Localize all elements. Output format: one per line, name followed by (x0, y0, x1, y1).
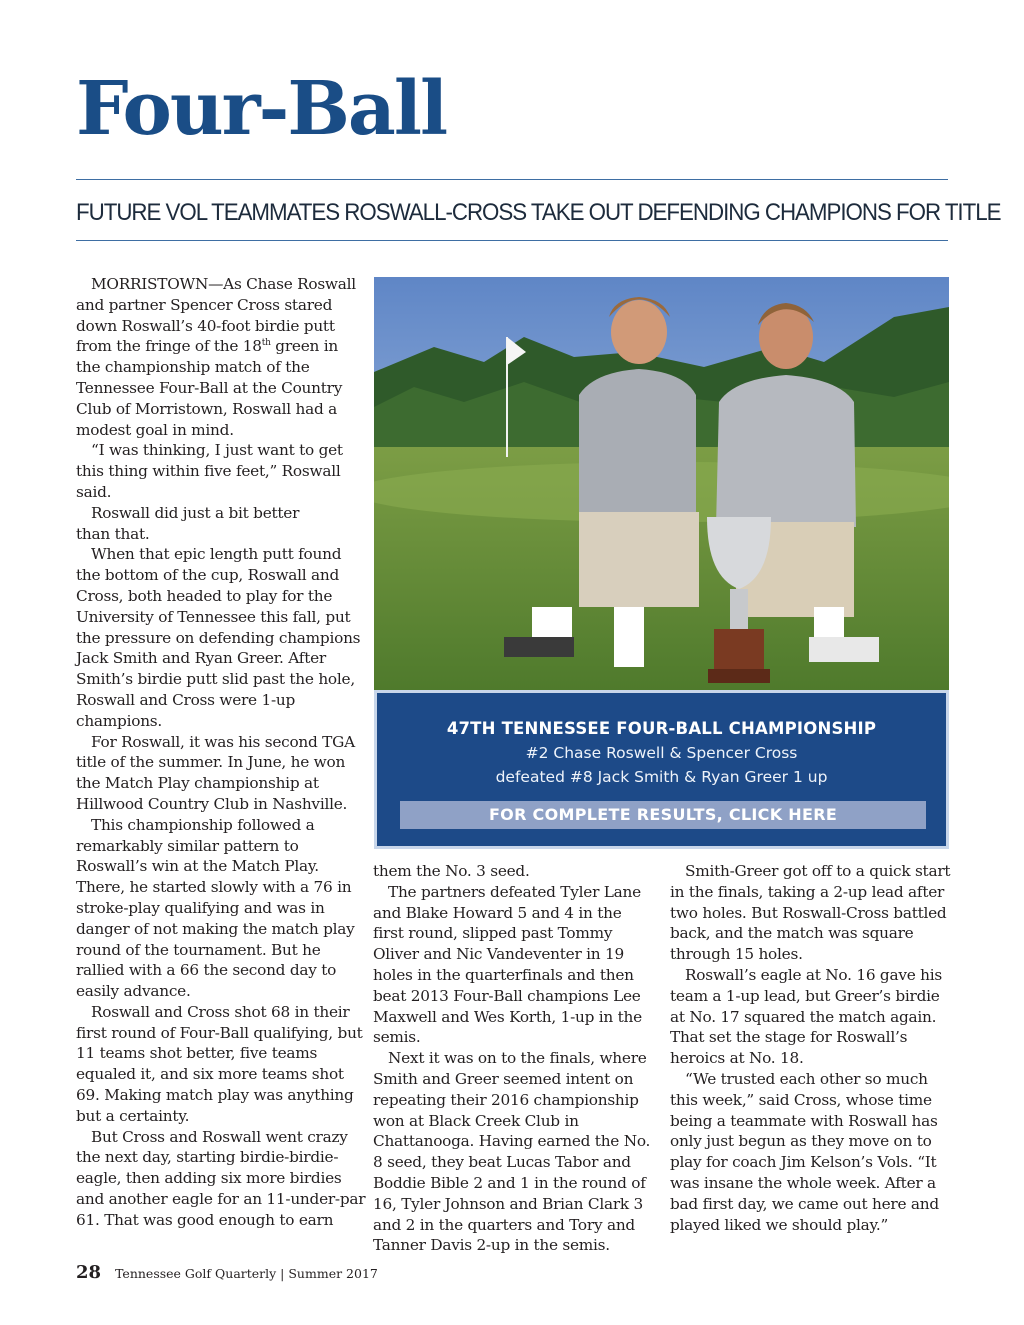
paragraph (76, 274, 366, 440)
paragraph: Smith-Greer got off to a quick start in the finals, taking a 2-up lead after two holes. But Roswall-Cross battled back, and the match was square through 15 holes. (670, 862, 951, 964)
paragraph-text: green in the championship match of the Tennessee Four-Ball at the Country Club of Morristown, Roswall had a modest goal in mind. (76, 337, 343, 439)
paragraph: This championship followed a remarkably similar pattern to Roswall’s win at the Match Play. There, he started slowly with a 76 in stroke-play qualifying and was in danger of not making the match play round of the tournament. But he rallied with a 66 the second day to easily advance. (76, 815, 355, 1001)
article-title: Four-Ball (76, 66, 447, 152)
banner-winners: #2 Chase Roswell & Spencer Cross (525, 744, 798, 762)
paragraph: “We trusted each other so much this week,” said Cross, whose time being a teammate with Roswall has only just begun as they move on to play for coach Jim Kelson’s Vols. “It was insane the whole week. After a bad first day, we came out here and played liked we should play.” (670, 1069, 939, 1234)
top-rule (76, 179, 948, 180)
text-column-3 (670, 861, 952, 1235)
complete-results-link[interactable]: FOR COMPLETE RESULTS, CLICK HERE (400, 801, 926, 829)
text-column-1 (76, 274, 366, 1231)
publication-info: Tennessee Golf Quarterly | Summer 2017 (115, 1266, 378, 1281)
paragraph: But Cross and Roswall went crazy the next day, starting birdie-birdie-eagle, then adding six more birdies and another eagle for an 11-under-par 61. That was good enough to earn (76, 1127, 366, 1229)
golf-course-photo (374, 277, 949, 690)
banner-title: 47TH TENNESSEE FOUR-BALL CHAMPIONSHIP (446, 719, 877, 738)
page-number: 28 (76, 1262, 102, 1283)
paragraph: them the No. 3 seed. (373, 862, 530, 880)
article-subhead: FUTURE VOL TEAMMATES ROSWALL-CROSS TAKE OUT DEFENDING CHAMPIONS FOR TITLE (76, 199, 1001, 226)
subhead-rule (76, 240, 948, 241)
paragraph: Roswall’s eagle at No. 16 gave his team a 1-up lead, but Greer’s birdie at No. 17 squared the match again. That set the stage for Roswall’s heroics at No. 18. (670, 965, 942, 1068)
paragraph: “I was thinking, I just want to get this thing within five feet,” Roswall said. (76, 441, 343, 501)
paragraph: Roswall and Cross shot 68 in their first round of Four-Ball qualifying, but 11 teams shot better, five teams equaled it, and six more teams shot 69. Making match play was anything but a certainty. (76, 1002, 363, 1125)
paragraph: For Roswall, it was his second TGA title of the summer. In June, he won the Match Play championship at Hillwood Country Club in Nashville. (76, 732, 355, 813)
paragraph: When that epic length putt found the bottom of the cup, Roswall and Cross, both headed to play for the University of Tennessee this fall, put the pressure on defending champions Jack Smith and Ryan Greer. After Smith’s birdie putt slid past the hole, Roswall and Cross were 1-up champions. (76, 545, 361, 730)
results-banner (374, 690, 949, 849)
paragraph: The partners defeated Tyler Lane and Blake Howard 5 and 4 in the first round, slipped past Tommy Oliver and Nic Vandeventer in 19 holes in the quarterfinals and then beat 2013 Four-Ball champions Lee Maxwell and Wes Korth, 1-up in the semis. (373, 882, 642, 1047)
page-footer (76, 1262, 378, 1283)
text-column-2 (373, 861, 655, 1256)
superscript: th (261, 338, 271, 349)
paragraph: Roswall did just a bit better than that. (76, 503, 300, 543)
paragraph-text: MORRISTOWN—As Chase Roswall and partner Spencer Cross stared down Roswall’s 40-foot birdie putt from the fringe of the 18 (76, 275, 356, 356)
champions-photo (374, 277, 949, 849)
paragraph: Next it was on to the finals, where Smith and Greer seemed intent on repeating their 2016 championship won at Black Creek Club in Chattanooga. Having earned the No. 8 seed, they beat Lucas Tabor and Boddie Bible 2 and 1 in the round of 16, Tyler Johnson and Brian Clark 3 and 2 in the quarters and Tory and Tanner Davis 2-up in the semis. (373, 1049, 651, 1255)
banner-result: defeated #8 Jack Smith & Ryan Greer 1 up (495, 768, 828, 786)
